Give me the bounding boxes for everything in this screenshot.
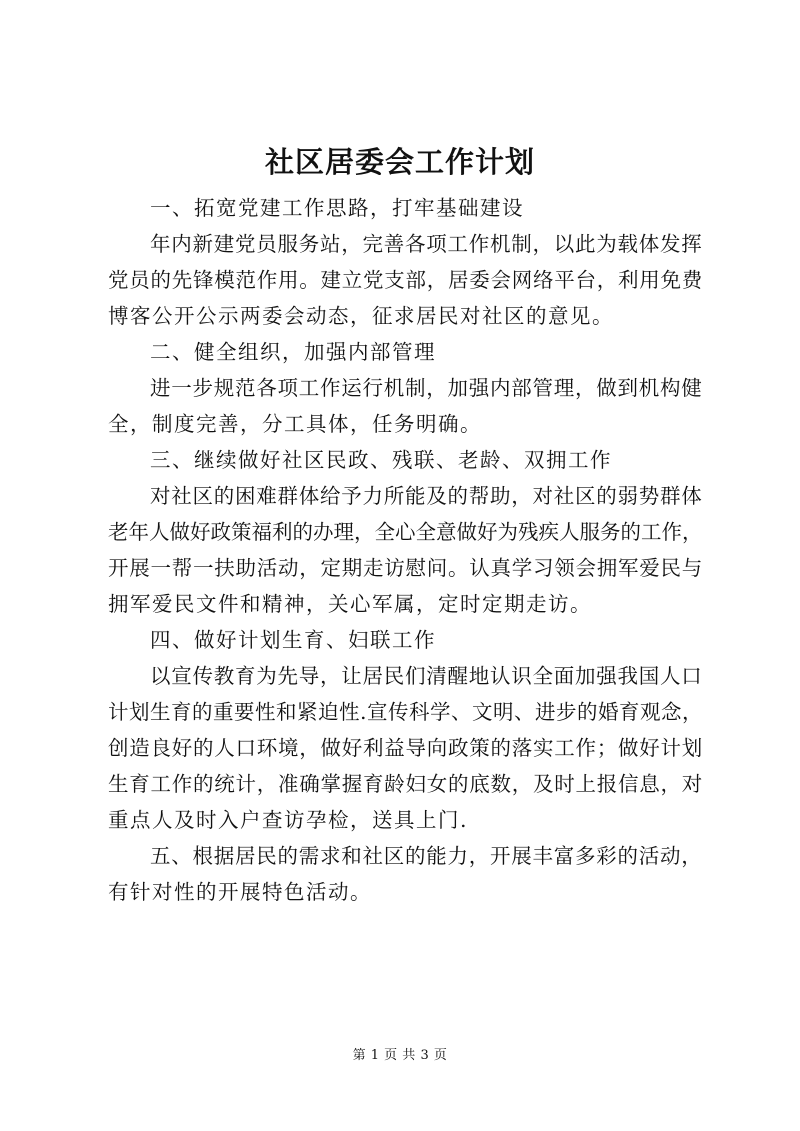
document-body	[108, 190, 708, 910]
paragraph-line: 博客公开公示两委会动态，征求居民对社区的意见。	[108, 304, 614, 328]
section-heading-4: 四、做好计划生育、妇联工作	[150, 628, 436, 652]
paragraph-line: 进一步规范各项工作运行机制，加强内部管理，做到机构健	[150, 376, 703, 400]
section-heading-2: 二、健全组织，加强内部管理	[150, 340, 436, 364]
paragraph-line: 计划生育的重要性和紧迫性.宣传科学、文明、进步的婚育观念，	[108, 700, 704, 724]
paragraph-line: 创造良好的人口环境，做好利益导向政策的落实工作；做好计划	[108, 736, 703, 760]
section-heading-5: 五、根据居民的需求和社区的能力，开展丰富多彩的活动，	[150, 844, 703, 868]
paragraph-line: 党员的先锋模范作用。建立党支部，居委会网络平台，利用免费	[108, 268, 703, 292]
paragraph-line: 以宣传教育为先导，让居民们清醒地认识全面加强我国人口	[150, 664, 703, 688]
section-heading-3: 三、继续做好社区民政、残联、老龄、双拥工作	[150, 448, 612, 472]
paragraph-line: 开展一帮一扶助活动，定期走访慰问。认真学习领会拥军爱民与	[108, 556, 703, 580]
section-heading-1: 一、拓宽党建工作思路，打牢基础建设	[150, 196, 524, 220]
paragraph-line: 重点人及时入户查访孕检，送具上门.	[108, 808, 469, 832]
page-footer: 第 1 页 共 3 页	[352, 1048, 448, 1063]
paragraph-line: 全，制度完善，分工具体，任务明确。	[108, 412, 482, 436]
paragraph-line: 老年人做好政策福利的办理，全心全意做好为残疾人服务的工作，	[108, 520, 703, 544]
document-title: 社区居委会工作计划	[264, 145, 535, 179]
paragraph-line: 生育工作的统计，准确掌握育龄妇女的底数，及时上报信息，对	[108, 772, 703, 796]
paragraph-line: 对社区的困难群体给予力所能及的帮助，对社区的弱势群体	[150, 484, 703, 508]
paragraph-line: 年内新建党员服务站，完善各项工作机制，以此为载体发挥	[150, 232, 703, 256]
paragraph-line: 有针对性的开展特色活动。	[108, 880, 372, 904]
paragraph-line: 拥军爱民文件和精神，关心军属，定时定期走访。	[108, 592, 592, 616]
